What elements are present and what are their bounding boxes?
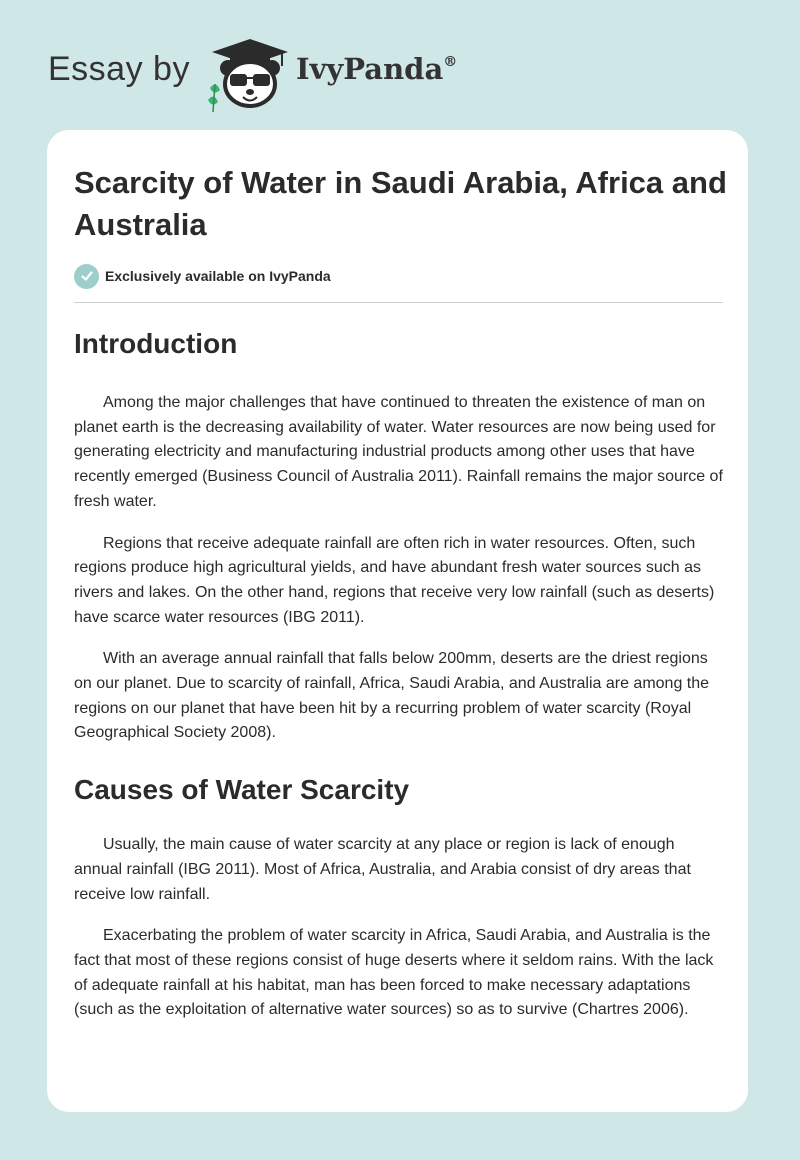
- paragraph: With an average annual rainfall that falls below 200mm, deserts are the driest regions on our planet. Due to scarcity of rainfall, Africa, Saudi Arabia, and Australia are among the regions on our planet that have been hit by a recurring problem of water scarcity (Royal Geographical Society 2008).: [74, 650, 710, 742]
- paragraph: Exacerbating the problem of water scarcity in Africa, Saudi Arabia, and Australia is the fact that most of these regions consist of huge deserts where it seldom rains. With the lack of adequate rainfall at his habitat, man has been forced to make necessary adaptations (such as the exploitation of alternative water sources) so as to survive (Chartres 2006).: [74, 927, 714, 1019]
- panda-logo-icon[interactable]: [200, 36, 300, 112]
- brand-name[interactable]: [296, 52, 457, 86]
- essay-body: [74, 320, 724, 1023]
- exclusive-badge-text: Exclusively available on IvyPanda: [105, 268, 331, 284]
- section-heading-introduction: Introduction: [74, 328, 238, 359]
- section-heading-causes: Causes of Water Scarcity: [74, 774, 410, 806]
- checkmark-icon: [74, 264, 99, 289]
- site-header: [0, 0, 800, 130]
- exclusive-badge: [74, 263, 331, 289]
- paragraph: Regions that receive adequate rainfall are often rich in water resources. Often, such regions produce high agricultural yields, and have abundant fresh water sources such as rivers and lakes. On the other hand, regions that receive very low rainfall (such as deserts) have scarce water resources (IBG 2011).: [74, 534, 715, 626]
- essay-card: [47, 130, 748, 1112]
- paragraph: Among the major challenges that have continued to threaten the existence of man on planet earth is the decreasing availability of water. Water resources are now being used for generating electricity and manufacturing industrial products among other uses that have recently emerged (Business Council of Australia 2011). Rainfall remains the major source of fresh water.: [74, 394, 723, 510]
- divider: [74, 302, 723, 303]
- essay-title: Scarcity of Water in Saudi Arabia, Africa and Australia: [74, 165, 727, 242]
- essay-by-label: Essay by: [48, 50, 190, 88]
- paragraph: Usually, the main cause of water scarcity at any place or region is lack of enough annual rainfall (IBG 2011). Most of Africa, Australia, and Arabia consist of dry areas that receive low rainfall.: [74, 836, 691, 903]
- trademark-symbol: ®: [443, 54, 458, 70]
- brand-text: IvyPanda: [296, 52, 444, 86]
